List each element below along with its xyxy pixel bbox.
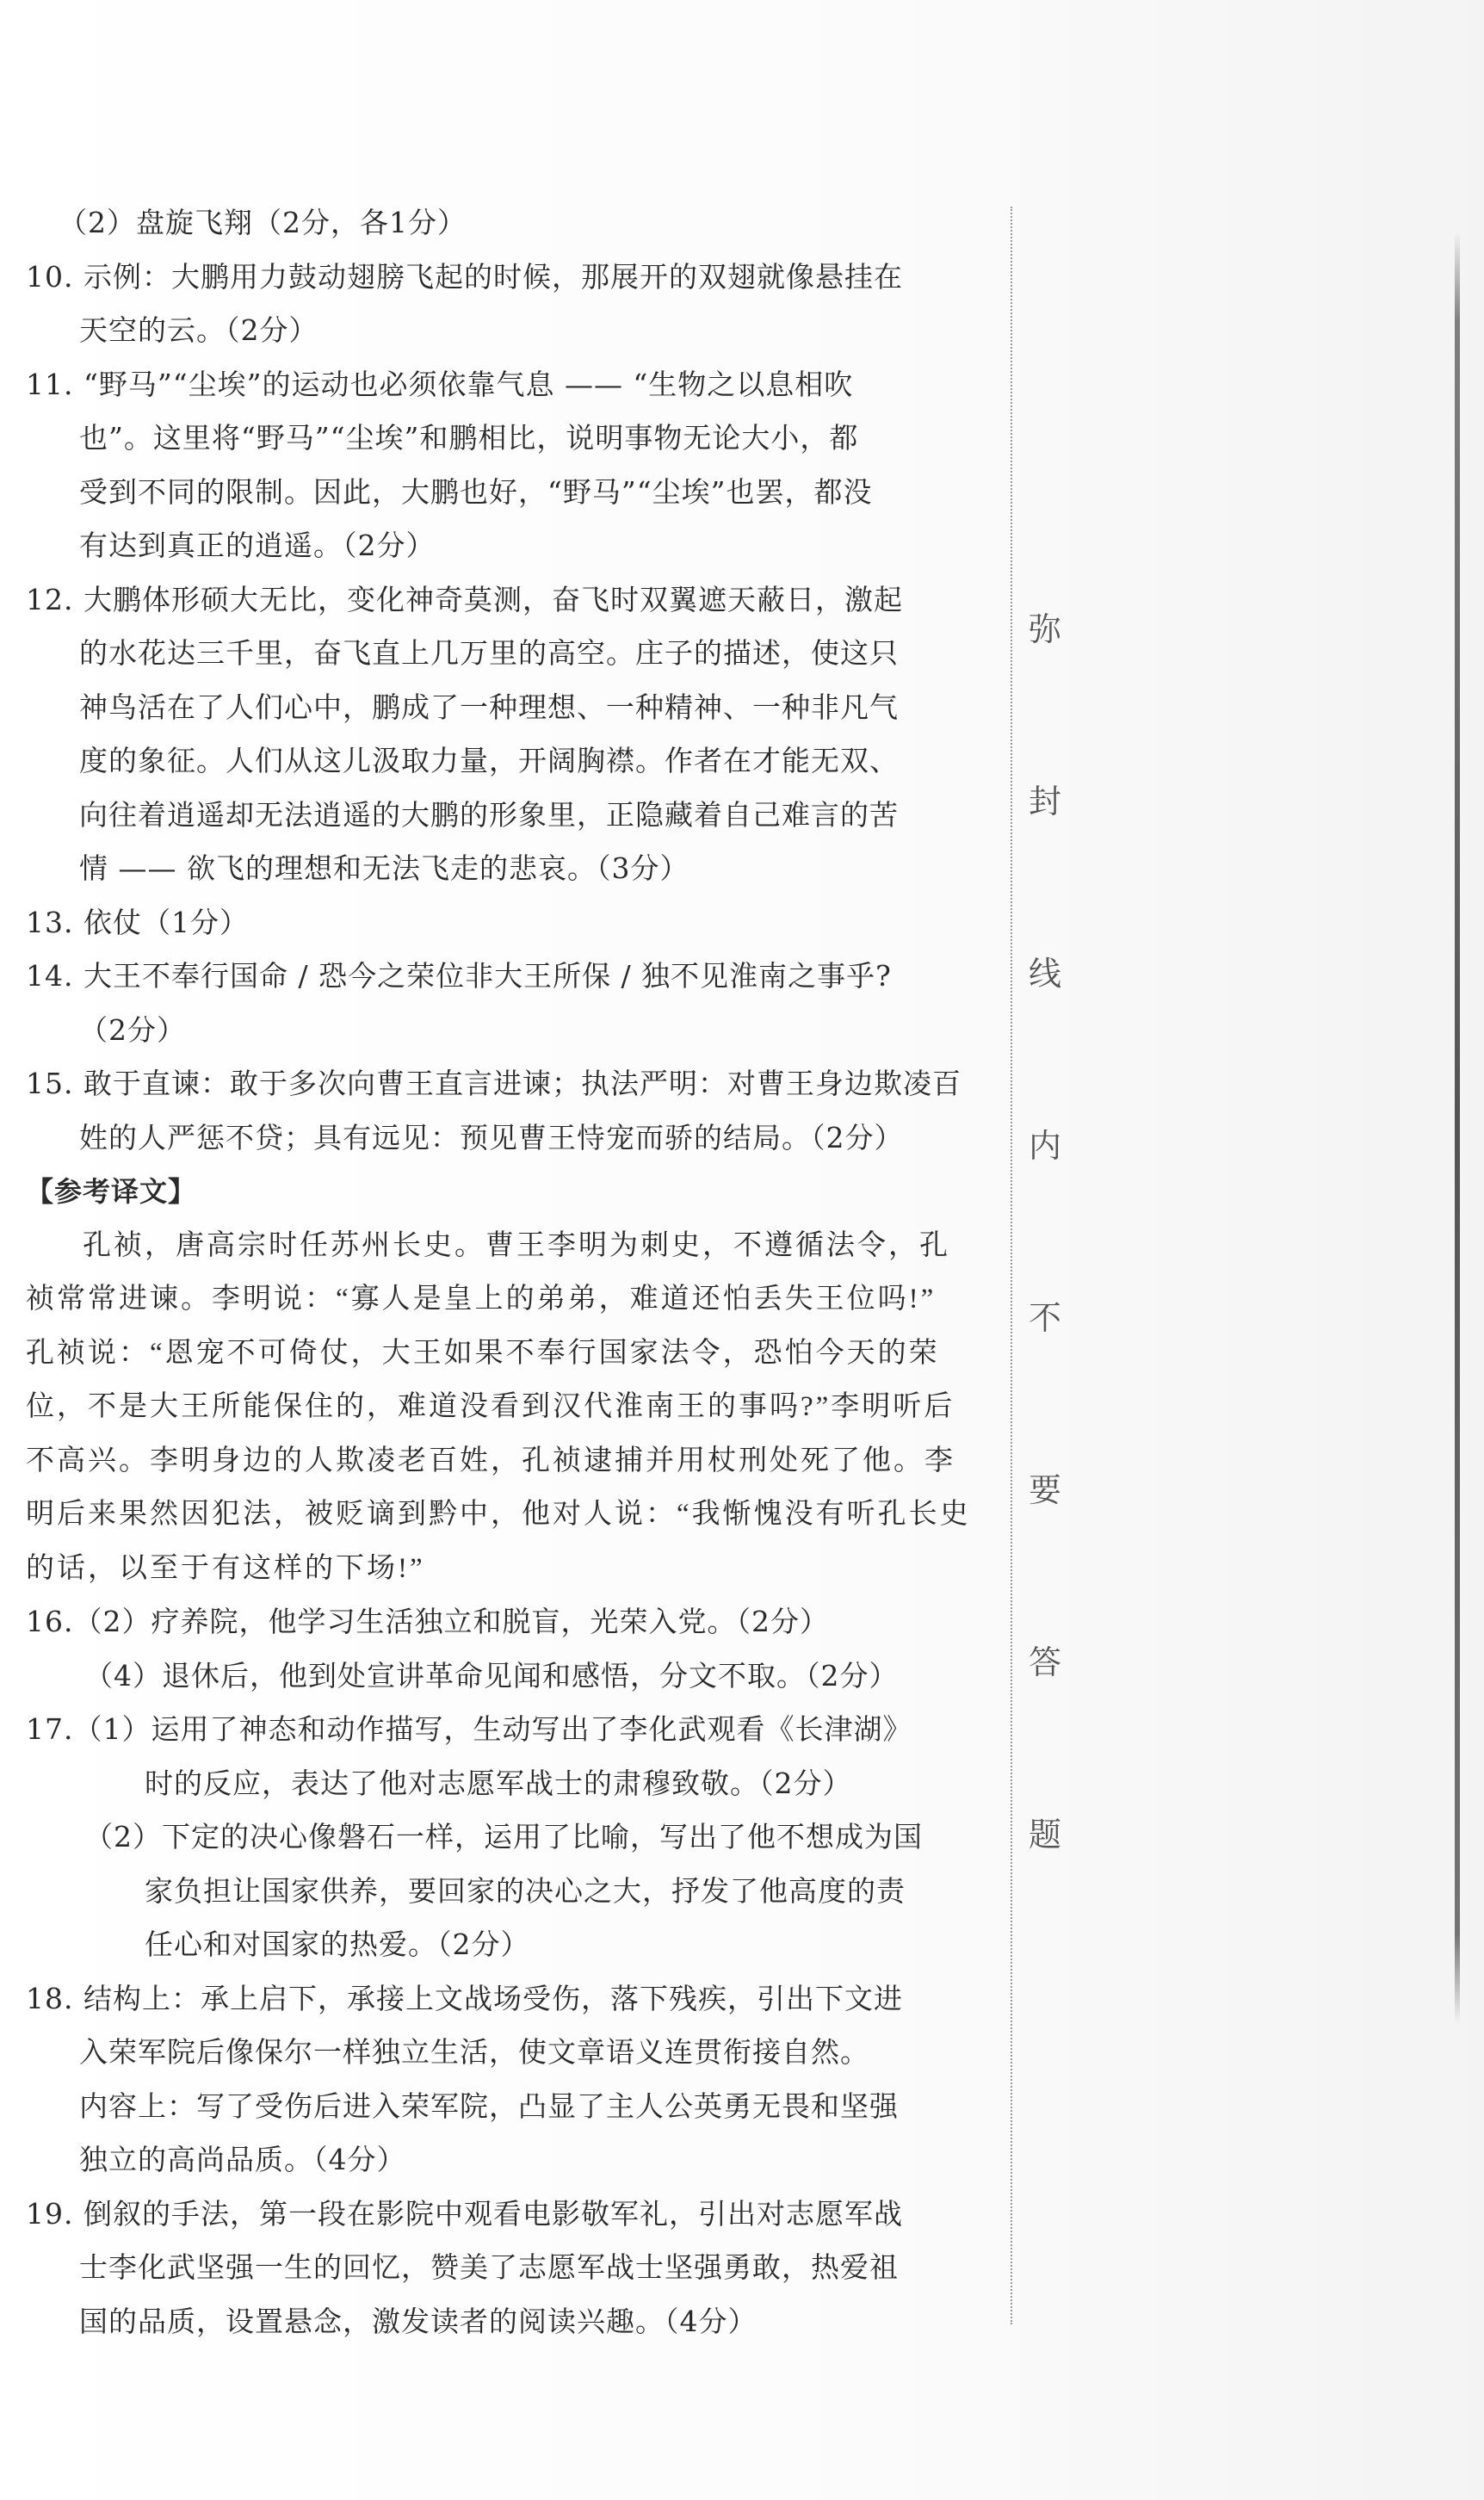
answer-line: 19. 倒叙的手法，第一段在影院中观看电影敬军礼，引出对志愿军战 (26, 2196, 903, 2231)
answer-line: 家负担让国家供养，要回家的决心之大，抒发了他高度的责 (145, 1873, 906, 1908)
translation-line: 孔祯，唐高宗时任苏州长史。曹王李明为刺史，不遵循法令，孔 (83, 1229, 950, 1261)
section-heading: 【参考译文】 (26, 1175, 197, 1208)
seal-character: 不 (1028, 1299, 1061, 1337)
translation-line: 不高兴。李明身边的人欺凌老百姓，孔祯逮捕并用杖刑处死了他。李 (26, 1445, 955, 1476)
answer-line: 12. 大鹏体形硕大无比，变化神奇莫测，奋飞时双翼遮天蔽日，激起 (26, 582, 903, 616)
answer-line: 有达到真正的逍遥。（2分） (79, 529, 436, 562)
answer-line: 国的品质，设置悬念，激发读者的阅读兴趣。（4分） (79, 2304, 757, 2338)
translation-line: 的话，以至于有这样的下场!” (26, 1552, 425, 1584)
seal-character: 内 (1028, 1127, 1061, 1165)
answer-line: 入荣军院后像保尔一样独立生活，使文章语义连贯衔接自然。 (79, 2035, 869, 2069)
answer-line: 13. 依仗（1分） (26, 905, 249, 939)
answer-content (26, 196, 981, 2348)
answer-line: 时的反应，表达了他对志愿军战士的肃穆致敬。（2分） (145, 1766, 852, 1800)
seal-character: 答 (1028, 1643, 1061, 1681)
answer-line: 神鸟活在了人们心中，鹏成了一种理想、一种精神、一种非凡气 (79, 690, 899, 724)
answer-line: 也”。这里将“野马”“尘埃”和鹏相比，说明事物无论大小，都 (79, 421, 859, 455)
answer-line: 受到不同的限制。因此，大鹏也好，“野马”“尘埃”也罢，都没 (79, 474, 873, 509)
answer-line: 14. 大王不奉行国命 / 恐今之荣位非大王所保 / 独不见淮南之事乎? (26, 959, 892, 993)
seal-character: 弥 (1028, 610, 1061, 648)
answer-line: 内容上：写了受伤后进入荣军院，凸显了主人公英勇无畏和坚强 (79, 2088, 899, 2123)
answer-line: 任心和对国家的热爱。（2分） (145, 1928, 530, 1961)
seal-line-notice (1023, 603, 1067, 1980)
answer-line: （2分） (79, 1012, 186, 1047)
seal-character: 要 (1028, 1471, 1061, 1509)
answer-line: 16.（2）疗养院，他学习生活独立和脱盲，光荣入党。（2分） (26, 1605, 829, 1638)
translation-line: 祯常常进谏。李明说：“寡人是皇上的弟弟，难道还怕丢失王位吗!” (26, 1284, 937, 1315)
translation-line: 孔祯说：“恩宠不可倚仗，大王如果不奉行国家法令，恐怕今天的荣 (26, 1337, 940, 1369)
answer-line: 18. 结构上：承上启下，承接上文战场受伤，落下残疾，引出下文进 (26, 1981, 903, 2015)
seal-character: 封 (1028, 783, 1061, 820)
translation-line: 明后来果然因犯法，被贬谪到黔中，他对人说：“我惭愧没有听孔长史 (26, 1499, 971, 1530)
answer-line: 情 —— 欲飞的理想和无法飞走的悲哀。（3分） (79, 851, 689, 885)
answer-line: （2）盘旋飞翔（2分，各1分） (59, 206, 467, 239)
seal-character: 线 (1028, 955, 1061, 993)
seal-character: 题 (1028, 1816, 1061, 1853)
answer-line: 天空的云。（2分） (79, 313, 318, 347)
answer-line: 10. 示例：大鹏用力鼓动翅膀飞起的时候，那展开的双翅就像悬挂在 (26, 259, 903, 294)
answer-line: 15. 敢于直谏：敢于多次向曹王直言进谏；执法严明：对曹王身边欺凌百 (26, 1067, 962, 1100)
answer-line: 士李化武坚强一生的回忆，赞美了志愿军战士坚强勇敢，热爱祖 (79, 2250, 899, 2284)
answer-line: （2）下定的决心像磐石一样，运用了比喻，写出了他不想成为国 (84, 1820, 923, 1853)
page-edge-shadow (1455, 232, 1460, 2023)
translation-line: 位，不是大王所能保住的，难道没看到汉代淮南王的事吗?”李明听后 (26, 1391, 955, 1422)
answer-line: 度的象征。人们从这儿汲取力量，开阔胸襟。作者在才能无双、 (79, 744, 899, 777)
answer-line: 姓的人严惩不贷；具有远见：预见曹王恃宠而骄的结局。（2分） (79, 1120, 904, 1154)
answer-line: 17.（1）运用了神态和动作描写，生动写出了李化武观看《长津湖》 (26, 1712, 912, 1746)
seal-line-divider (1011, 207, 1012, 2324)
answer-line: 的水花达三千里，奋飞直上几万里的高空。庄子的描述，使这只 (79, 636, 899, 670)
answer-line: （4）退休后，他到处宣讲革命见闻和感悟，分文不取。（2分） (84, 1658, 899, 1692)
answer-line: 独立的高尚品质。（4分） (79, 2143, 406, 2176)
answer-line: 向往着逍遥却无法逍遥的大鹏的形象里，正隐藏着自己难言的苦 (79, 797, 899, 832)
answer-line: 11. “野马”“尘埃”的运动也必须依靠气息 —— “生物之以息相吹 (26, 367, 854, 401)
